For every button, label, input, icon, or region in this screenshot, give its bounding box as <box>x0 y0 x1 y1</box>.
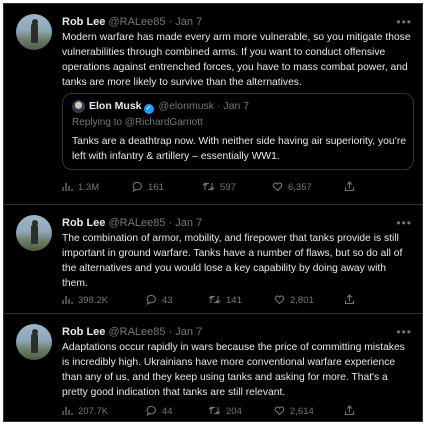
quoted-author-name: Elon Musk <box>89 100 142 112</box>
reply-count: 161 <box>148 182 164 193</box>
quoted-tweet[interactable] <box>62 93 414 170</box>
tweet-text: Adaptations occur rapidly in wars because the price of committing mistakes is incredibly high. Ukrainians have more conventional warfare experience than any of us, and they keep using tanks and asking for more. That's a pretty good indication that tanks are still relevant. <box>62 342 405 398</box>
like-icon <box>274 405 285 416</box>
author-handle[interactable]: @RALee85 <box>108 16 166 28</box>
views-icon <box>62 181 73 192</box>
reply-count: 44 <box>162 406 173 417</box>
reply-icon <box>146 405 157 416</box>
share-icon <box>344 405 355 416</box>
like-button[interactable] <box>272 181 312 195</box>
avatar[interactable] <box>16 324 52 360</box>
views-button[interactable] <box>62 181 99 195</box>
action-bar <box>62 294 392 308</box>
tweet-date[interactable]: Jan 7 <box>175 217 203 229</box>
author-name[interactable]: Rob Lee <box>62 16 106 28</box>
share-button[interactable] <box>344 181 360 195</box>
like-button[interactable] <box>274 294 314 308</box>
share-icon <box>344 294 355 305</box>
thread-container <box>3 3 423 422</box>
action-bar <box>62 405 392 419</box>
more-icon[interactable]: ••• <box>396 216 412 230</box>
action-bar <box>62 181 392 195</box>
quoted-avatar <box>72 100 85 113</box>
quoted-header: Elon Musk ✓ @elonmusk · Jan 7 <box>89 100 250 112</box>
quoted-author-handle: @elonmusk <box>158 100 215 112</box>
views-count: 207.7K <box>78 406 109 417</box>
more-icon[interactable]: ••• <box>396 325 412 339</box>
tweet-header: Rob Lee @RALee85 · Jan 7 <box>62 16 203 28</box>
more-icon[interactable]: ••• <box>396 15 412 29</box>
author-handle[interactable]: @RALee85 <box>108 217 166 229</box>
views-count: 1.3M <box>78 182 100 193</box>
like-count: 6,357 <box>288 182 312 193</box>
avatar[interactable] <box>16 14 52 50</box>
share-button[interactable] <box>344 294 360 308</box>
like-count: 2,614 <box>290 406 314 417</box>
tweet-header: Rob Lee @RALee85 · Jan 7 <box>62 217 203 229</box>
like-icon <box>272 181 283 192</box>
retweet-button[interactable] <box>208 294 242 308</box>
views-count: 398.2K <box>78 295 109 306</box>
author-name[interactable]: Rob Lee <box>62 326 106 338</box>
retweet-button[interactable] <box>202 181 236 195</box>
tweet-date[interactable]: Jan 7 <box>175 326 203 338</box>
like-icon <box>274 294 285 305</box>
tweet-3[interactable] <box>4 313 422 422</box>
reply-button[interactable] <box>132 181 164 195</box>
tweet-header: Rob Lee @RALee85 · Jan 7 <box>62 326 203 338</box>
reply-icon <box>132 181 143 192</box>
tweet-date[interactable]: Jan 7 <box>175 16 203 28</box>
retweet-icon <box>208 294 221 305</box>
avatar[interactable] <box>16 215 52 251</box>
like-button[interactable] <box>274 405 314 419</box>
retweet-icon <box>202 181 215 192</box>
share-icon <box>344 181 355 192</box>
retweet-count: 204 <box>226 406 242 417</box>
quoted-text: Tanks are a deathtrap now. With neither side having air superiority, you’re left with infantry & artillery – essentially WW1. <box>72 136 407 162</box>
tweet-1[interactable] <box>4 4 422 204</box>
retweet-icon <box>208 405 221 416</box>
tweet-text: Modern warfare has made every arm more vulnerable, so you mitigate those vulnerabilities through combined arms. If you want to conduct offensive operations against entrenched forces, you have to mass combat power, and tanks are more likely to survive than the alternatives. <box>62 32 411 88</box>
quoted-date: Jan 7 <box>223 100 250 112</box>
retweet-count: 597 <box>220 182 236 193</box>
retweet-count: 141 <box>226 295 242 306</box>
share-button[interactable] <box>344 405 360 419</box>
reply-button[interactable] <box>146 405 173 419</box>
views-icon <box>62 294 73 305</box>
reply-icon <box>146 294 157 305</box>
replying-to: Replying to @RichardGarriott <box>72 117 203 128</box>
author-handle[interactable]: @RALee85 <box>108 326 166 338</box>
views-button[interactable] <box>62 405 108 419</box>
views-button[interactable] <box>62 294 108 308</box>
views-icon <box>62 405 73 416</box>
like-count: 2,801 <box>290 295 314 306</box>
verified-badge-icon: ✓ <box>144 104 154 114</box>
tweet-2[interactable] <box>4 204 422 314</box>
reply-count: 43 <box>162 295 173 306</box>
author-name[interactable]: Rob Lee <box>62 217 106 229</box>
retweet-button[interactable] <box>208 405 242 419</box>
tweet-text: The combination of armor, mobility, and firepower that tanks provide is still important in ground warfare. Tanks have a number of flaws, but so do all of the alternatives and you would lose a key capability by doing away with them. <box>62 233 403 289</box>
reply-button[interactable] <box>146 294 173 308</box>
